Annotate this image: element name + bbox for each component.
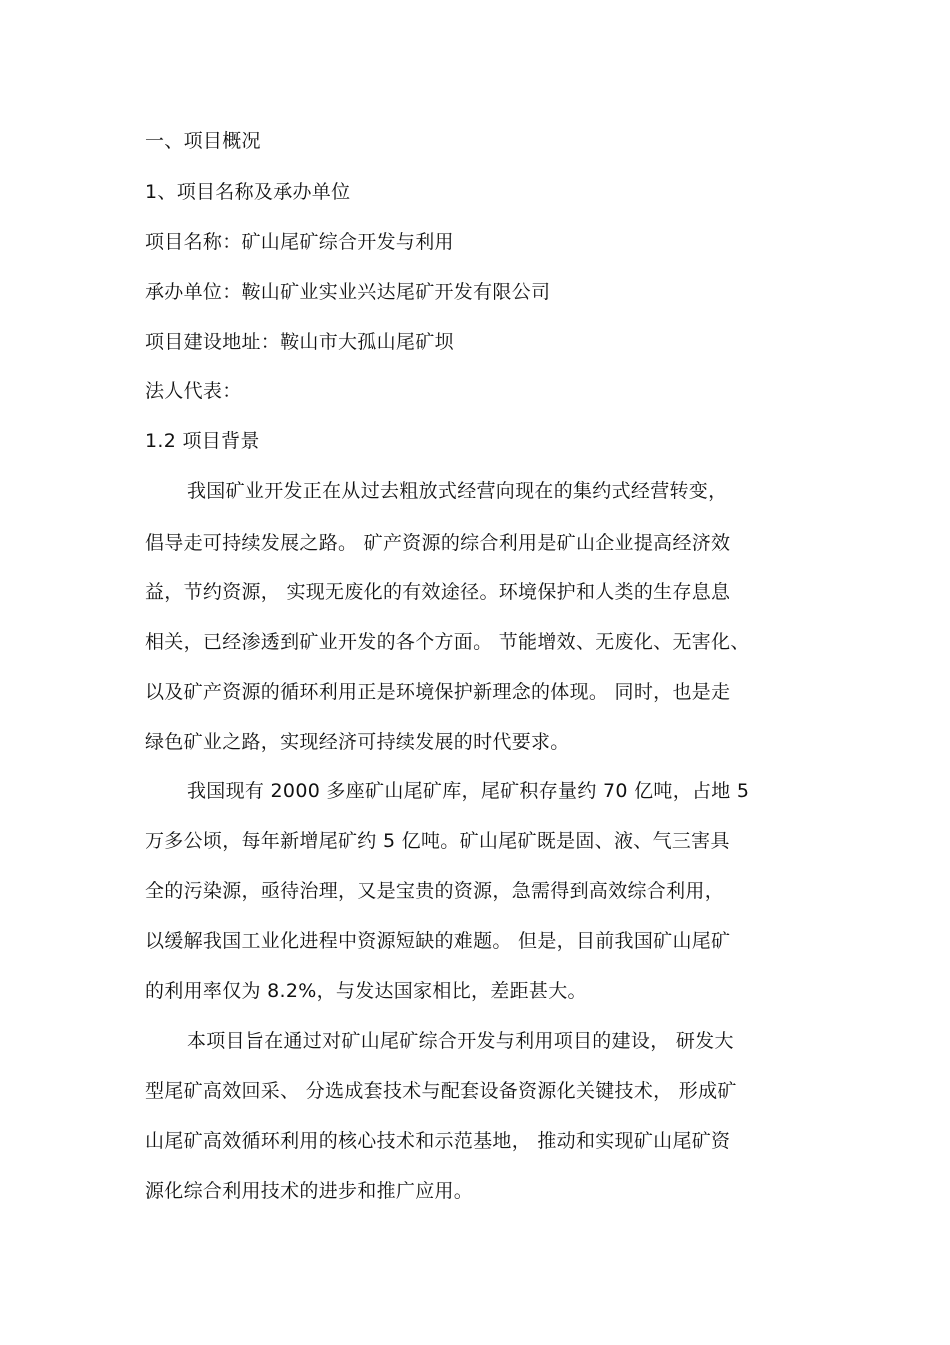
paragraph-line: 我国现有 2000 多座矿山尾矿库，尾矿积存量约 70 亿吨，占地 5 [187, 780, 750, 802]
subsection-heading-background: 1.2 项目背景 [145, 430, 260, 452]
undertaker-line: 承办单位：鞍山矿业实业兴达尾矿开发有限公司 [145, 281, 551, 303]
paragraph-line: 以及矿产资源的循环利用正是环境保护新理念的体现。 同时，也是走 [145, 681, 731, 703]
paragraph-line: 我国矿业开发正在从过去粗放式经营向现在的集约式经营转变， [187, 480, 728, 502]
subsection-heading-name-undertaker: 1、项目名称及承办单位 [145, 181, 351, 203]
project-name-line: 项目名称：矿山尾矿综合开发与利用 [145, 231, 454, 253]
paragraph-line: 的利用率仅为 8.2%，与发达国家相比，差距甚大。 [145, 980, 587, 1002]
paragraph-line: 倡导走可持续发展之路。 矿产资源的综合利用是矿山企业提高经济效 [145, 532, 731, 554]
paragraph-line: 万多公顷，每年新增尾矿约 5 亿吨。矿山尾矿既是固、液、气三害具 [145, 830, 730, 852]
section-heading-overview: 一、项目概况 [145, 130, 261, 152]
paragraph-line: 绿色矿业之路，实现经济可持续发展的时代要求。 [145, 731, 570, 753]
paragraph-line: 型尾矿高效回采、 分选成套技术与配套设备资源化关键技术， 形成矿 [145, 1080, 737, 1102]
paragraph-line: 本项目旨在通过对矿山尾矿综合开发与利用项目的建设， 研发大 [187, 1030, 734, 1052]
paragraph-line: 全的污染源，亟待治理，又是宝贵的资源，急需得到高效综合利用， [145, 880, 725, 902]
paragraph-line: 山尾矿高效循环利用的核心技术和示范基地， 推动和实现矿山尾矿资 [145, 1130, 731, 1152]
paragraph-line: 以缓解我国工业化进程中资源短缺的难题。 但是，目前我国矿山尾矿 [145, 930, 731, 952]
paragraph-line: 源化综合利用技术的进步和推广应用。 [145, 1180, 474, 1202]
paragraph-line: 相关，已经渗透到矿业开发的各个方面。 节能增效、无废化、无害化、 [145, 631, 750, 653]
site-address-line: 项目建设地址：鞍山市大孤山尾矿坝 [145, 331, 454, 353]
paragraph-line: 益，节约资源， 实现无废化的有效途径。环境保护和人类的生存息息 [145, 581, 731, 603]
legal-representative-line: 法人代表： [145, 380, 242, 402]
